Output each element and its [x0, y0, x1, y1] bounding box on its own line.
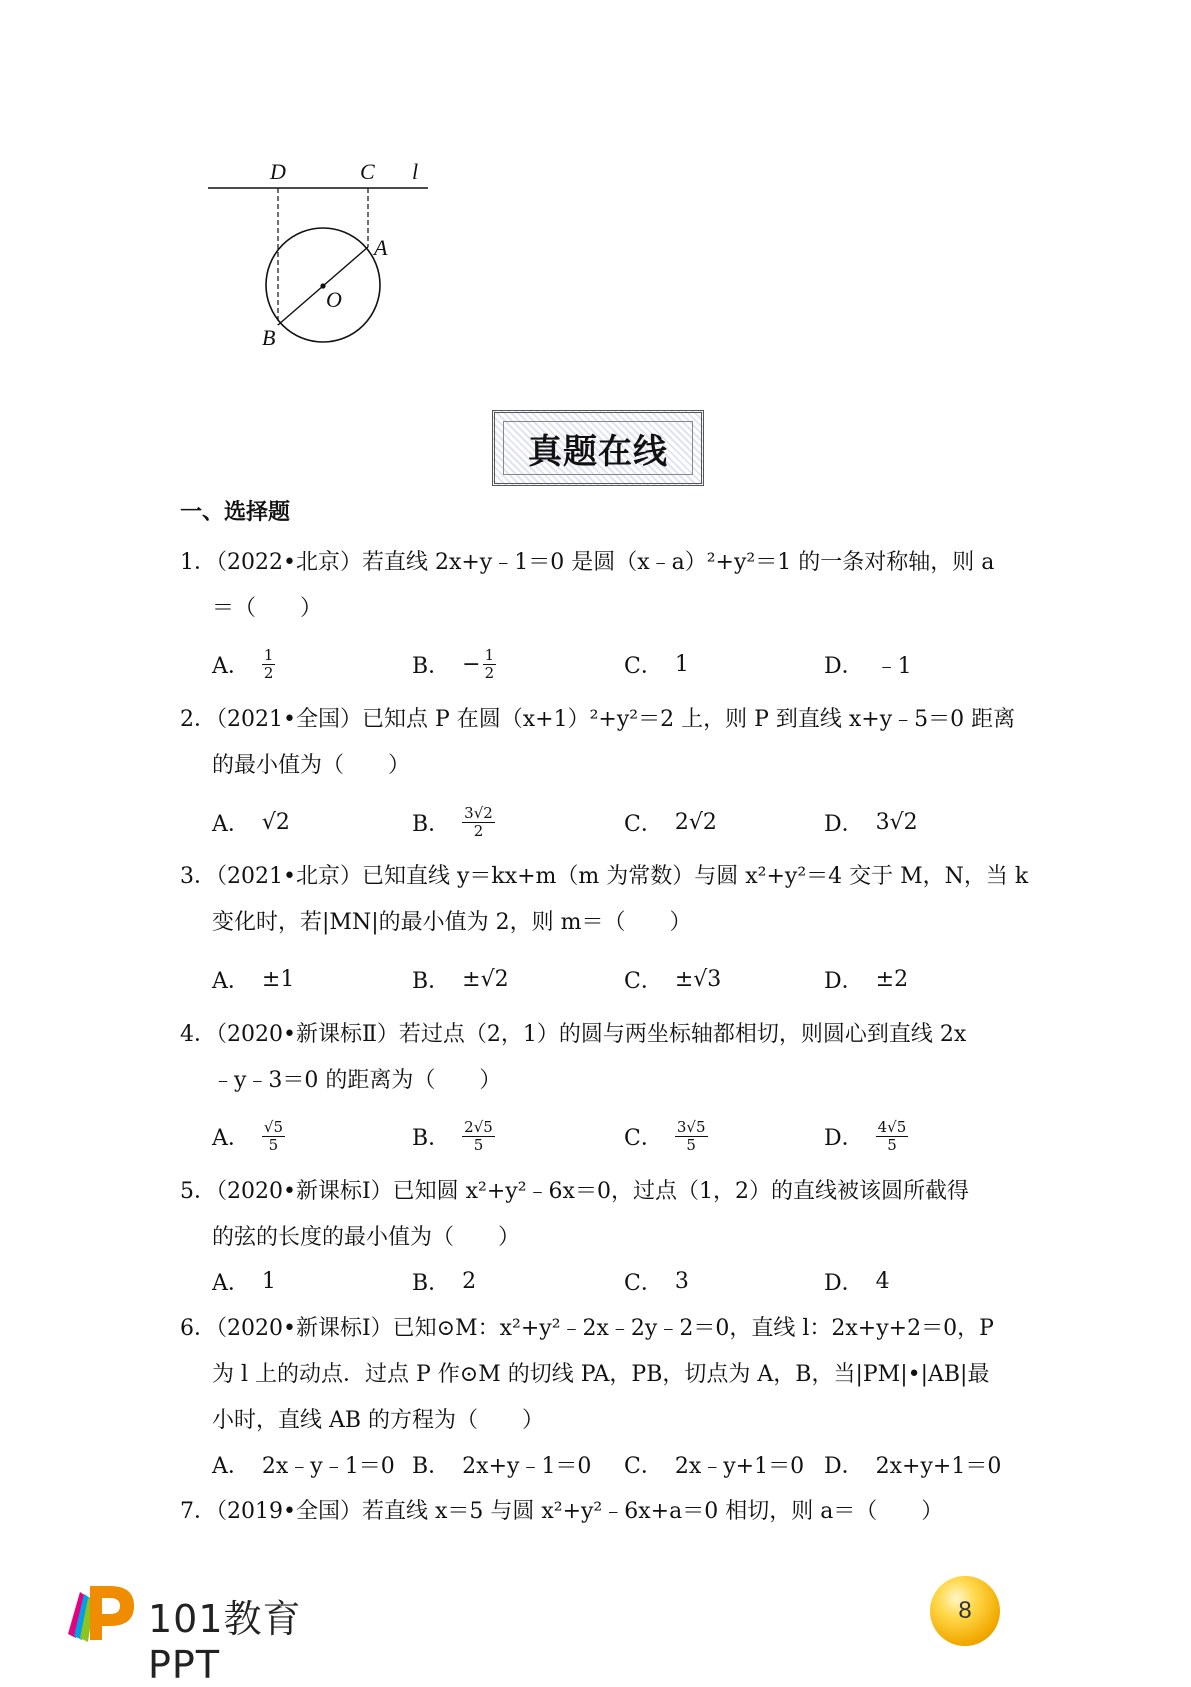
question-2 — [180, 697, 1020, 789]
option-label: D． — [824, 811, 864, 837]
option-c[interactable] — [624, 1442, 804, 1486]
option-text: 3√2 — [875, 809, 918, 835]
question-4 — [180, 1012, 1020, 1104]
option-label: C． — [624, 1125, 663, 1151]
question-6-line-2: 为 l 上的动点．过点 P 作⊙M 的切线 PA，PB，切点为 A，B，当|PM|•|AB|最 — [212, 1362, 990, 1387]
geometry-figure — [200, 155, 440, 355]
option-label: C． — [624, 1270, 663, 1296]
question-3 — [180, 854, 1029, 946]
question-6-options — [212, 1442, 1032, 1486]
option-label: D． — [824, 968, 864, 994]
question-5-line-1: 5．（2020•新课标Ⅰ）已知圆 x²+y²﹣6x＝0，过点（1，2）的直线被该圆所截得 — [180, 1179, 969, 1204]
label-c: C — [360, 159, 375, 184]
option-text: ±2 — [875, 966, 909, 992]
option-label: B． — [412, 1453, 451, 1479]
option-a[interactable] — [212, 642, 275, 686]
option-label: C． — [624, 653, 663, 679]
option-text: 3 — [674, 1268, 689, 1294]
option-d[interactable] — [824, 1442, 1001, 1486]
option-text: 2x+y+1＝0 — [875, 1453, 1002, 1479]
label-l: l — [412, 159, 419, 184]
numerator: 1 — [263, 645, 274, 664]
question-2-options — [212, 800, 1032, 844]
minus-sign: − — [462, 651, 481, 677]
option-d[interactable] — [824, 1259, 890, 1303]
question-1 — [180, 540, 1020, 632]
option-b[interactable] — [412, 957, 509, 1001]
option-label: A． — [212, 811, 250, 837]
label-d: D — [270, 159, 286, 184]
option-text: 1 — [261, 1268, 276, 1294]
question-7 — [180, 1489, 1020, 1535]
question-6-line-1: 6．（2020•新课标Ⅰ）已知⊙M：x²+y²﹣2x﹣2y﹣2＝0，直线 l：2x+y+2＝0，P — [180, 1316, 994, 1341]
page-number-badge — [930, 1576, 1000, 1646]
question-1-line-2: ＝（ ） — [212, 596, 323, 621]
denominator: 5 — [887, 1135, 897, 1154]
option-label: C． — [624, 811, 663, 837]
question-7-line-1: 7．（2019•全国）若直线 x＝5 与圆 x²+y²﹣6x+a＝0 相切，则 a＝（ ） — [180, 1499, 944, 1524]
option-label: D． — [824, 1125, 864, 1151]
question-3-line-1: 3．（2021•北京）已知直线 y＝kx+m（m 为常数）与圆 x²+y²＝4 交于 M，N，当 k — [180, 864, 1029, 889]
label-a: A — [374, 235, 388, 260]
option-text: ±√3 — [674, 966, 722, 992]
option-label: D． — [824, 1453, 864, 1479]
question-2-line-2: 的最小值为（ ） — [212, 753, 411, 778]
logo-p-icon — [62, 1578, 142, 1644]
denominator: 2 — [484, 663, 495, 682]
option-a[interactable] — [212, 800, 290, 844]
fraction — [462, 805, 495, 840]
fraction — [262, 1119, 285, 1154]
option-label: B． — [412, 1270, 451, 1296]
question-3-line-2: 变化时，若|MN|的最小值为 2，则 m＝（ ） — [212, 910, 692, 935]
option-c[interactable] — [624, 1114, 708, 1158]
fraction — [262, 647, 276, 682]
numerator: √5 — [263, 1117, 283, 1136]
page-number: 8 — [958, 1597, 972, 1624]
option-c[interactable] — [624, 957, 721, 1001]
option-text: ±√2 — [462, 966, 509, 992]
numerator: 3√5 — [676, 1117, 706, 1136]
option-label: A． — [212, 968, 250, 994]
option-label: A． — [212, 1270, 250, 1296]
question-1-options — [212, 642, 1032, 686]
option-label: A． — [212, 1125, 250, 1151]
option-d[interactable] — [824, 642, 912, 686]
denominator: 5 — [268, 1135, 279, 1154]
option-a[interactable] — [212, 1114, 285, 1158]
option-label: C． — [624, 968, 663, 994]
question-6 — [180, 1306, 1020, 1444]
option-text: 2 — [462, 1268, 477, 1294]
label-o: O — [326, 287, 342, 312]
question-1-line-1: 1．（2022•北京）若直线 2x+y﹣1＝0 是圆（x﹣a）²+y²＝1 的一条对称轴，则 a — [180, 550, 995, 575]
numerator: 1 — [484, 645, 495, 664]
option-b[interactable] — [412, 1259, 476, 1303]
option-a[interactable] — [212, 1442, 395, 1486]
question-5-line-2: 的弦的长度的最小值为（ ） — [212, 1225, 521, 1250]
logo-text: 101教育PPT — [148, 1597, 302, 1687]
question-4-line-2: ﹣y﹣3＝0 的距离为（ ） — [212, 1068, 502, 1093]
option-label: D． — [824, 1270, 864, 1296]
question-4-line-1: 4．（2020•新课标Ⅱ）若过点（2，1）的圆与两坐标轴都相切，则圆心到直线 2x — [180, 1022, 967, 1047]
denominator: 5 — [473, 1135, 484, 1154]
fraction — [462, 1119, 495, 1154]
question-5-options — [212, 1259, 1032, 1303]
option-a[interactable] — [212, 957, 294, 1001]
section-heading: 一、选择题 — [180, 499, 291, 525]
center-point — [320, 283, 325, 288]
option-d[interactable] — [824, 957, 908, 1001]
option-c[interactable] — [624, 642, 689, 686]
option-label: D． — [824, 653, 864, 679]
section-title-box — [492, 410, 704, 486]
numerator: 3√2 — [464, 803, 493, 822]
brand-logo — [62, 1578, 362, 1687]
denominator: 2 — [263, 663, 274, 682]
option-b[interactable] — [412, 1442, 591, 1486]
option-label: A． — [212, 653, 250, 679]
option-text: ±1 — [261, 966, 295, 992]
numerator: 4√5 — [877, 1117, 907, 1136]
option-text: 1 — [674, 651, 689, 677]
question-2-line-1: 2．（2021•全国）已知点 P 在圆（x+1）²+y²＝2 上，则 P 到直线 x+y﹣5＝0 距离 — [180, 707, 1016, 732]
denominator: 5 — [686, 1135, 696, 1154]
option-text: 4 — [875, 1268, 890, 1294]
fraction — [876, 1119, 909, 1154]
denominator: 2 — [473, 821, 484, 840]
option-label: C． — [624, 1453, 663, 1479]
fraction — [483, 647, 497, 682]
option-a[interactable] — [212, 1259, 276, 1303]
option-text: 2x﹣y﹣1＝0 — [261, 1453, 395, 1479]
fraction — [675, 1119, 708, 1154]
option-c[interactable] — [624, 800, 717, 844]
option-b[interactable] — [412, 1114, 495, 1158]
question-6-line-3: 小时，直线 AB 的方程为（ ） — [212, 1408, 545, 1433]
option-label: B． — [412, 968, 451, 994]
option-text: √2 — [261, 809, 290, 835]
option-b[interactable] — [412, 800, 495, 844]
label-b: B — [262, 325, 276, 350]
question-5 — [180, 1169, 1020, 1261]
option-d[interactable] — [824, 1114, 908, 1158]
option-b[interactable] — [412, 642, 496, 686]
option-d[interactable] — [824, 800, 918, 844]
question-3-options — [212, 957, 1032, 1001]
option-text: 2x+y﹣1＝0 — [462, 1453, 592, 1479]
option-label: B． — [412, 653, 451, 679]
option-label: B． — [412, 1125, 451, 1151]
option-text: 2x﹣y+1＝0 — [674, 1453, 805, 1479]
title-frame — [503, 421, 693, 475]
numerator: 2√5 — [464, 1117, 493, 1136]
question-4-options — [212, 1114, 1032, 1158]
option-label: B． — [412, 811, 451, 837]
option-text: 2√2 — [674, 809, 717, 835]
option-text: ﹣1 — [875, 653, 912, 679]
option-c[interactable] — [624, 1259, 689, 1303]
page-title: 真题在线 — [528, 431, 668, 472]
option-label: A． — [212, 1453, 250, 1479]
